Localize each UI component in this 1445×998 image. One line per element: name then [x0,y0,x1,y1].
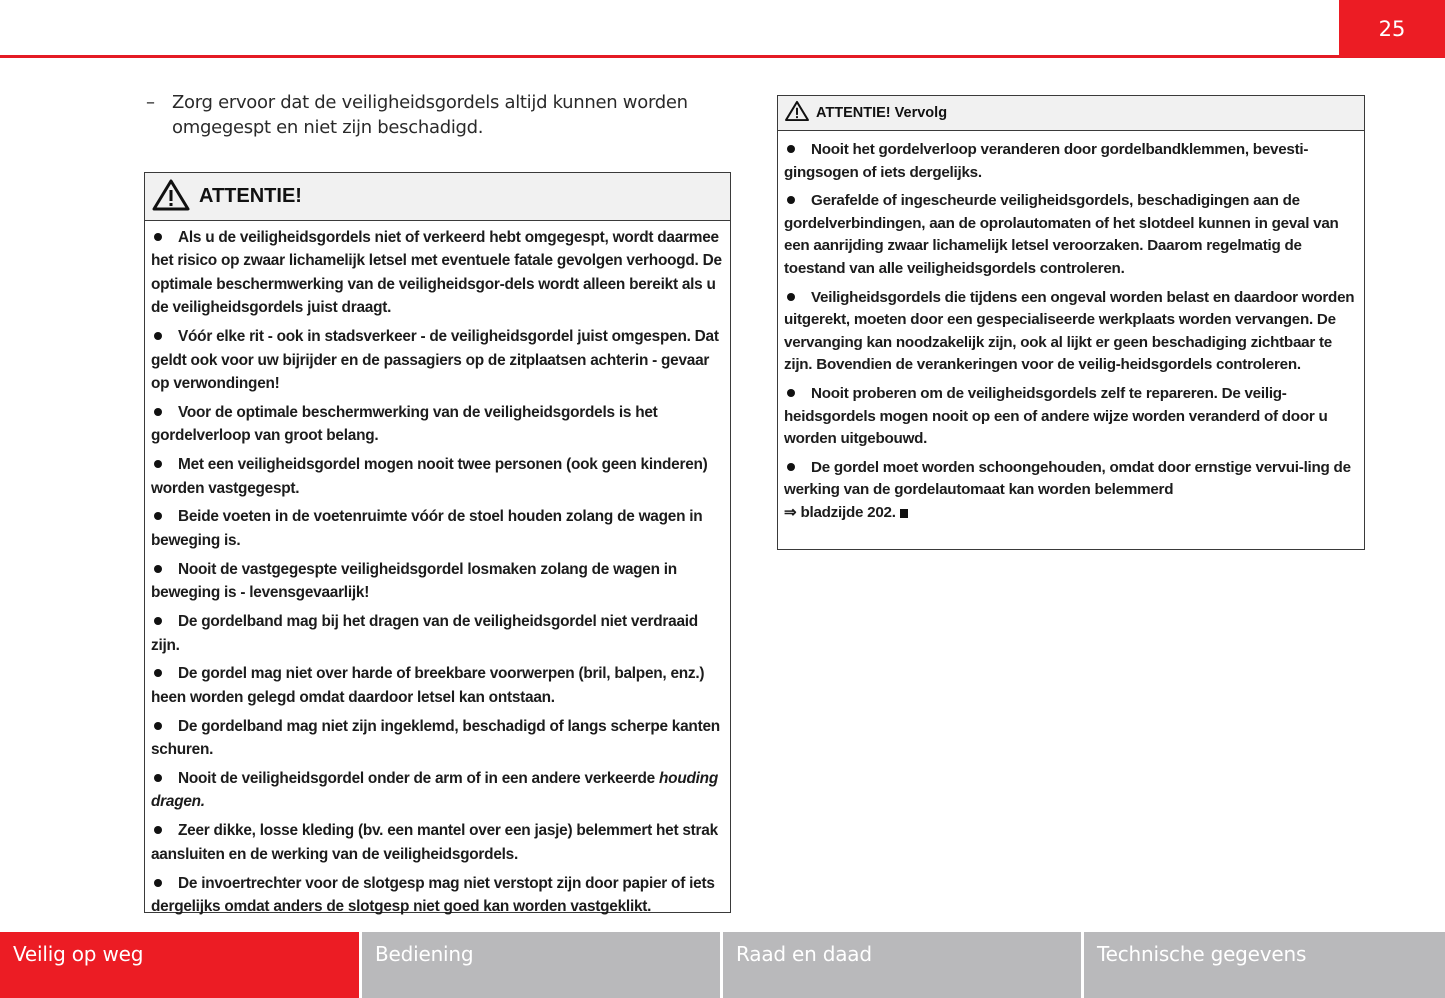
warning-box-attentie [144,172,731,916]
warning-item: Gerafelde of ingescheurde veiligheidsgordels, beschadigingen aan de gordelverbindingen, aan de oprolautomaten of het slotdeel kunnen in geval van een aanrijding zwaar lichamelijk letsel veroorzaken. Daarom regelmatig de toestand van alle veiligheidsgordels controleren. [784,192,1339,277]
warning-item: Nooit proberen om de veiligheidsgordels zelf te repareren. De veilig-heidsgordels mogen nooit op een of andere wijze worden veranderd of door u worden uitgebouwd. [784,384,1328,448]
warning-item: De gordel moet worden schoongehouden, omdat door ernstige vervui-ling de werking van de gordelautomaat kan worden belemmerd ⇒ bladzijde 202. [784,458,1351,521]
bullet-icon [154,879,162,887]
warning-item: De gordelband mag bij het dragen van de veiligheidsgordel niet verdraaid zijn. [151,613,698,654]
warning-title: ATTENTIE! Vervolg [816,105,948,121]
warning-box-attentie-vervolg [777,95,1365,550]
tab-technische-gegevens[interactable]: Technische gegevens [1084,932,1445,998]
bullet-icon [787,196,795,204]
warning-header [145,173,730,221]
bullet-icon [154,408,162,416]
bullet-icon [154,722,162,730]
warning-item: Beide voeten in de voetenruimte vóór de stoel houden zolang de wagen in beweging is. [151,508,703,549]
warning-title: ATTENTIE! [199,185,302,207]
bullet-icon [154,565,162,573]
intro-text: Zorg ervoor dat de veiligheidsgordels altijd kunnen worden omgegespt en niet zijn beschadigd. [172,92,688,138]
warning-item: Zeer dikke, losse kleding (bv. een mantel over een jasje) belemmert het strak aansluiten en de werking van de veiligheidsgordels. [151,822,718,863]
bullet-icon [787,389,795,397]
warning-item: De gordelband mag niet zijn ingeklemd, beschadigd of langs scherpe kanten schuren. [151,717,720,759]
warning-triangle-icon [151,178,191,216]
warning-item: De gordel mag niet over harde of breekbare voorwerpen (bril, balpen, enz.) heen worden gelegd omdat daardoor letsel kan ontstaan. [151,665,705,706]
page-crossref-link[interactable]: ⇒ bladzijde 202. [784,503,896,521]
bullet-icon [154,669,162,677]
warning-item: Nooit de veiligheidsgordel onder de arm of in een andere verkeerde houding dragen. [151,770,718,811]
bullet-icon [154,617,162,625]
warning-list [778,131,1364,525]
header-rule [0,55,1445,58]
warning-triangle-icon [784,100,810,126]
intro-list-item [146,90,726,140]
bullet-icon [154,774,162,782]
warning-list [145,221,730,918]
warning-item: Voor de optimale beschermwerking van de veiligheidsgordels is het gordelverloop van groot belang. [151,403,658,445]
warning-item: Veiligheidsgordels die tijdens een ongeval worden belast en daardoor worden uitgerekt, moeten door een gespecialiseerde werkplaats worden vervangen. De vervanging kan noodzakelijk zijn, ook al lijkt er geen beschadiging zichtbaar te zijn. Bovendien de verankeringen voor de veilig-heidsgordels controleren. [784,288,1355,374]
tab-veilig-op-weg[interactable]: Veilig op weg [0,932,359,998]
section-tabs [0,932,1445,998]
bullet-icon [154,826,162,834]
bullet-icon [787,293,795,301]
tab-bediening[interactable]: Bediening [362,932,720,998]
bullet-icon [154,460,162,468]
page-number: 25 [1339,0,1445,57]
warning-item: Met een veiligheidsgordel mogen nooit twee personen (ook geen kinderen) worden vastgegespt. [151,456,708,497]
tab-raad-en-daad[interactable]: Raad en daad [723,932,1081,998]
warning-header [778,96,1364,131]
warning-item: Nooit het gordelverloop veranderen door gordelbandklemmen, bevesti-gingsogen of iets dergelijks. [784,141,1309,181]
bullet-icon [787,145,795,153]
warning-item: Nooit de vastgegespte veiligheidsgordel losmaken zolang de wagen in beweging is - levensgevaarlijk! [151,560,677,602]
bullet-icon [787,463,795,471]
end-of-section-square-icon [900,509,908,518]
dash-marker: – [146,92,155,113]
italic-text: houding dragen. [151,770,718,811]
warning-item: Vóór elke rit - ook in stadsverkeer - de veiligheidsgordel juist omgespen. Dat geldt ook voor uw bijrijder en de passagiers op de zitplaatsen achterin - gevaar op verwondingen! [151,328,719,392]
warning-item: Als u de veiligheidsgordels niet of verkeerd hebt omgegespt, wordt daarmee het risico op zwaar lichamelijk letsel met eventuele fatale gevolgen verhoogd. De optimale beschermwerking van de veiligheidsgor-dels wordt alleen bereikt als u de veiligheidsgordels juist draagt. [151,229,722,317]
warning-item: De invoertrechter voor de slotgesp mag niet verstopt zijn door papier of iets dergelijks omdat anders de slotgesp niet goed kan worden vastgeklikt. [151,874,715,916]
bullet-icon [154,332,162,340]
bullet-icon [154,512,162,520]
bullet-icon [154,233,162,241]
